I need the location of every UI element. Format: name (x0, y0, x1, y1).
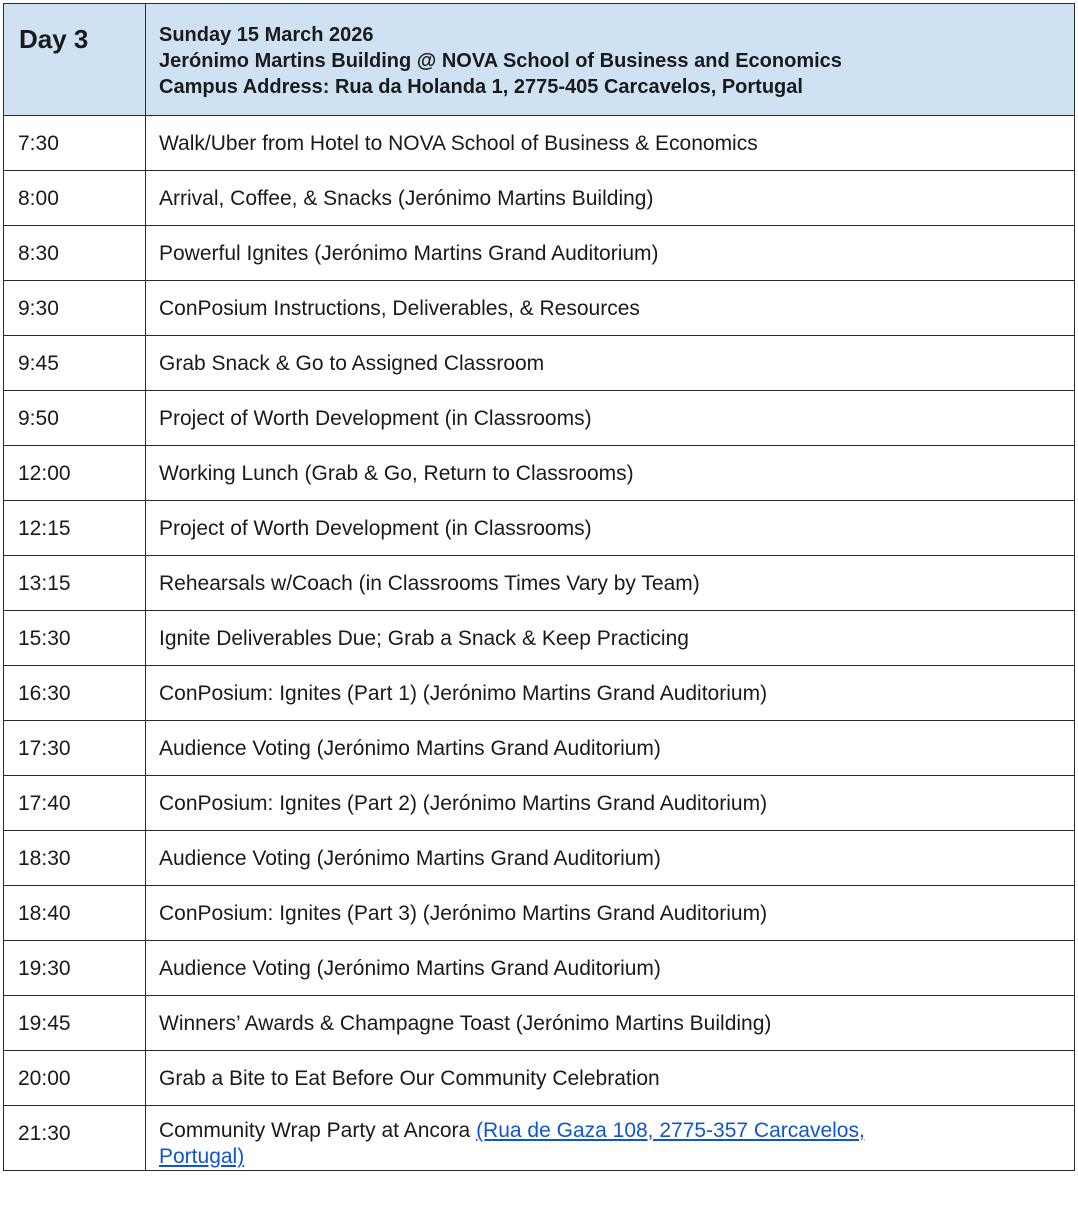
event-cell (146, 1051, 1075, 1106)
time-cell (4, 776, 146, 831)
event-cell (146, 226, 1075, 281)
event-cell (146, 556, 1075, 611)
header-venue: Jerónimo Martins Building @ NOVA School of Business and Economics (159, 50, 842, 72)
time-text: 13:15 (18, 572, 71, 595)
schedule-row (4, 226, 1075, 281)
header-date: Sunday 15 March 2026 (159, 24, 374, 46)
time-text: 19:30 (18, 957, 71, 980)
event-text: Audience Voting (Jerónimo Martins Grand Auditorium) (159, 737, 661, 760)
time-cell (4, 886, 146, 941)
time-cell (4, 831, 146, 886)
schedule-row (4, 1051, 1075, 1106)
time-text: 8:30 (18, 242, 59, 265)
event-text: ConPosium Instructions, Deliverables, & Resources (159, 297, 640, 320)
schedule-table (3, 3, 1075, 1171)
schedule-row (4, 446, 1075, 501)
time-cell (4, 1051, 146, 1106)
event-cell (146, 831, 1075, 886)
event-cell (146, 721, 1075, 776)
time-text: 18:30 (18, 847, 71, 870)
schedule-row (4, 171, 1075, 226)
time-cell (4, 226, 146, 281)
event-cell (146, 941, 1075, 996)
event-text: Project of Worth Development (in Classrooms) (159, 407, 592, 430)
event-cell (146, 996, 1075, 1051)
time-text: 9:30 (18, 297, 59, 320)
schedule-row (4, 996, 1075, 1051)
schedule-row (4, 886, 1075, 941)
event-text: ConPosium: Ignites (Part 2) (Jerónimo Martins Grand Auditorium) (159, 792, 768, 815)
link-text-line2: Portugal) (159, 1145, 245, 1168)
time-cell (4, 391, 146, 446)
event-cell (146, 391, 1075, 446)
event-cell (146, 171, 1075, 226)
event-text: Audience Voting (Jerónimo Martins Grand Auditorium) (159, 847, 661, 870)
schedule-row-last (4, 1106, 1075, 1171)
time-cell (4, 336, 146, 391)
time-cell (4, 666, 146, 721)
time-text: 9:50 (18, 407, 59, 430)
header-info-cell (146, 4, 1075, 116)
time-cell (4, 1106, 146, 1171)
schedule-row (4, 391, 1075, 446)
event-text: ConPosium: Ignites (Part 1) (Jerónimo Martins Grand Auditorium) (159, 682, 768, 705)
schedule-row (4, 611, 1075, 666)
time-text: 18:40 (18, 902, 71, 925)
event-text: Grab a Bite to Eat Before Our Community Celebration (159, 1067, 660, 1090)
schedule-row (4, 556, 1075, 611)
schedule-row (4, 666, 1075, 721)
time-text: 16:30 (18, 682, 71, 705)
event-text: Powerful Ignites (Jerónimo Martins Grand Auditorium) (159, 242, 659, 265)
time-text: 12:15 (18, 517, 71, 540)
event-text: Ignite Deliverables Due; Grab a Snack & Keep Practicing (159, 627, 689, 650)
event-cell (146, 281, 1075, 336)
time-cell (4, 996, 146, 1051)
header-info (146, 4, 1074, 100)
event-text: Winners’ Awards & Champagne Toast (Jerónimo Martins Building) (159, 1012, 772, 1035)
event-cell (146, 446, 1075, 501)
time-text: 19:45 (18, 1012, 71, 1035)
time-text: 12:00 (18, 462, 71, 485)
event-cell (146, 116, 1075, 171)
event-text: Community Wrap Party at Ancora (159, 1119, 477, 1142)
header-row (4, 4, 1075, 116)
day-cell (4, 4, 146, 116)
schedule-body (4, 4, 1075, 1171)
event-text: Project of Worth Development (in Classrooms) (159, 517, 592, 540)
time-text: 8:00 (18, 187, 59, 210)
event-text: Grab Snack & Go to Assigned Classroom (159, 352, 545, 375)
time-cell (4, 611, 146, 666)
time-text: 21:30 (18, 1122, 71, 1145)
day-label: Day 3 (19, 24, 89, 54)
event-cell (146, 776, 1075, 831)
event-cell (146, 886, 1075, 941)
schedule-row (4, 941, 1075, 996)
schedule-row (4, 281, 1075, 336)
event-cell (146, 1106, 1075, 1171)
time-cell (4, 501, 146, 556)
time-text: 15:30 (18, 627, 71, 650)
event-cell (146, 611, 1075, 666)
schedule-row (4, 116, 1075, 171)
time-cell (4, 941, 146, 996)
schedule-row (4, 831, 1075, 886)
schedule-row (4, 501, 1075, 556)
time-cell (4, 281, 146, 336)
time-text: 17:30 (18, 737, 71, 760)
link-text-line1: (Rua de Gaza 108, 2775-357 Carcavelos, (476, 1119, 865, 1142)
header-address: Campus Address: Rua da Holanda 1, 2775-405 Carcavelos, Portugal (159, 76, 803, 98)
time-text: 7:30 (18, 132, 59, 155)
event-cell (146, 666, 1075, 721)
time-text: 17:40 (18, 792, 71, 815)
time-cell (4, 721, 146, 776)
time-text: 20:00 (18, 1067, 71, 1090)
schedule-row (4, 721, 1075, 776)
time-text: 9:45 (18, 352, 59, 375)
event-text-with-link (146, 1106, 1074, 1170)
event-text: Working Lunch (Grab & Go, Return to Classrooms) (159, 462, 634, 485)
schedule-row (4, 776, 1075, 831)
event-text: Audience Voting (Jerónimo Martins Grand Auditorium) (159, 957, 661, 980)
time-cell (4, 556, 146, 611)
time-cell (4, 446, 146, 501)
event-text: ConPosium: Ignites (Part 3) (Jerónimo Martins Grand Auditorium) (159, 902, 768, 925)
event-cell (146, 336, 1075, 391)
event-cell (146, 501, 1075, 556)
time-cell (4, 171, 146, 226)
event-text: Rehearsals w/Coach (in Classrooms Times Vary by Team) (159, 572, 700, 595)
event-text: Walk/Uber from Hotel to NOVA School of Business & Economics (159, 132, 758, 155)
schedule-row (4, 336, 1075, 391)
time-cell (4, 116, 146, 171)
event-text: Arrival, Coffee, & Snacks (Jerónimo Martins Building) (159, 187, 654, 210)
